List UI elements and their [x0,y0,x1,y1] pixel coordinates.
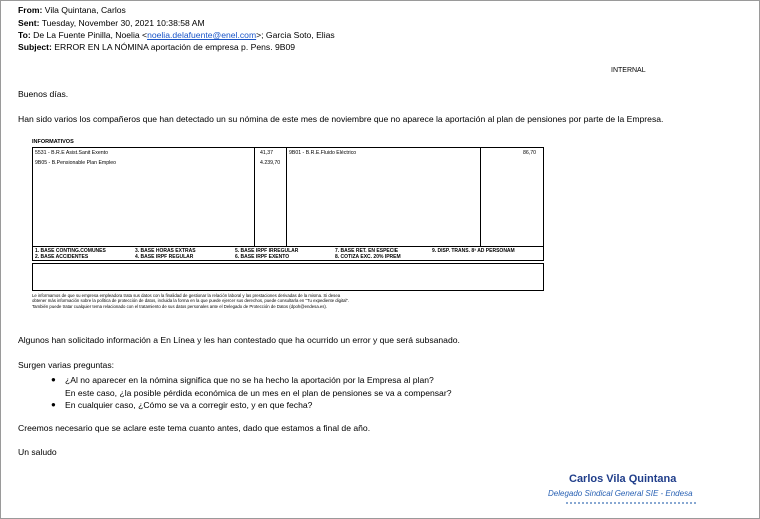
list-item-text: ¿Al no aparecer en la nómina significa que no se ha hecho la aportación por la Empresa al plan? [65,375,434,385]
list-item-text: En cualquier caso, ¿Cómo se va a corregir esto, y en que fecha? [65,400,313,410]
to-value-post: >; Garcia Soto, Elias [256,30,335,40]
base-label: 6. BASE IRPF EXENTO [235,254,290,260]
signature-cutoff [566,502,696,505]
question-list [51,374,451,412]
greeting: Buenos días. [18,89,69,99]
sent-value: Tuesday, November 30, 2021 10:38:58 AM [41,18,205,28]
base-label: 2. BASE ACCIDENTES [35,254,89,260]
from-value: Vila Quintana, Carlos [44,5,126,15]
base-label: 7. BASE RET. EN ESPECIE [335,248,399,254]
payslip-row-amount: 41,37 [260,150,273,156]
list-item [51,399,451,412]
paragraph-1: Han sido varios los compañeros que han detectado un su nómina de este mes de noviembre que no aparece la aportación al plan de pensiones por parte de la Empresa. [18,114,664,124]
to-value-pre: De La Fuente Pinilla, Noelia < [33,30,148,40]
base-label: 3. BASE HORAS EXTRAS [135,248,196,254]
list-item-continuation: En este caso, ¿la posible pérdida económica de un mes en el plan de pensiones se va a compensar? [65,387,452,398]
to-email-link[interactable]: noelia.delafuente@enel.com [147,30,257,40]
bullet-icon: ● [51,400,56,409]
payslip-informativos-box [32,147,544,247]
sent-label: Sent: [18,18,40,28]
to-label: To: [18,30,31,40]
paragraph-3: Surgen varias preguntas: [18,360,115,370]
subject-line [18,42,295,53]
payslip-row-concept: 9B05 - B.Pensionable Plan Empleo [35,160,117,166]
payslip-row-amount: 86,70 [523,150,536,156]
classification-label: INTERNAL [611,67,646,74]
signature-name: Carlos Vila Quintana [569,473,677,485]
sent-line [18,18,205,29]
closing: Un saludo [18,447,57,457]
bullet-icon: ● [51,375,56,384]
payslip-row-concept: 5531 - B.R.E Asist.Sanit Exento [35,150,108,156]
legal-line: También puede tratar cualquier tema relacionado con el tratamiento de sus datos personales ante el Delegado de Protección de Datos (dpoh@endesa.es). [32,303,328,309]
payslip-image [32,138,544,309]
payslip-legal-notice [32,293,452,309]
subject-label: Subject: [18,42,52,52]
paragraph-2: Algunos han solicitado información a En Línea y les han contestado que ha ocurrido un error y que será subsanado. [18,335,460,345]
payslip-title: INFORMATIVOS [32,139,74,145]
paragraph-4: Creemos necesario que se aclare este tema cuanto antes, dado que estamos a final de año. [18,423,371,433]
base-label: 5. BASE IRPF IRREGULAR [235,248,299,254]
legal-line: obtener más información sobre la política de protección de datos, incluida la forma en la que puede ejercer sus derechos, puede consultarla en "Tu expediente digital". [32,298,350,304]
from-label: From: [18,5,43,15]
payslip-col-right-concept [287,148,481,246]
base-label: 1. BASE CONTING.COMUNES [35,248,106,254]
payslip-empty-box [32,263,544,291]
base-label: 8. COTIZA EXC. 20% IPREM [335,254,401,260]
signature-role: Delegado Sindical General SIE - Endesa [548,489,693,498]
base-label: 9. DISP. TRANS. 8ª AD PERSONAM [432,248,515,254]
subject-value: ERROR EN LA NÓMINA aportación de empresa p. Pens. 9B09 [54,42,296,52]
payslip-row-concept: 9B01 - B.R.E.Fluido Eléctrico [289,150,357,156]
from-line [18,5,126,16]
legal-line: Le informamos de que su empresa empleadora trata sus datos con la finalidad de gestionar la relación laboral y las prestaciones derivadas de la misma. Si desea [32,293,341,298]
list-item [51,374,451,387]
payslip-row-amount: 4.239,70 [260,160,281,166]
base-label: 4. BASE IRPF REGULAR [135,254,194,260]
to-line [18,30,335,41]
payslip-bases-legend [32,247,544,261]
